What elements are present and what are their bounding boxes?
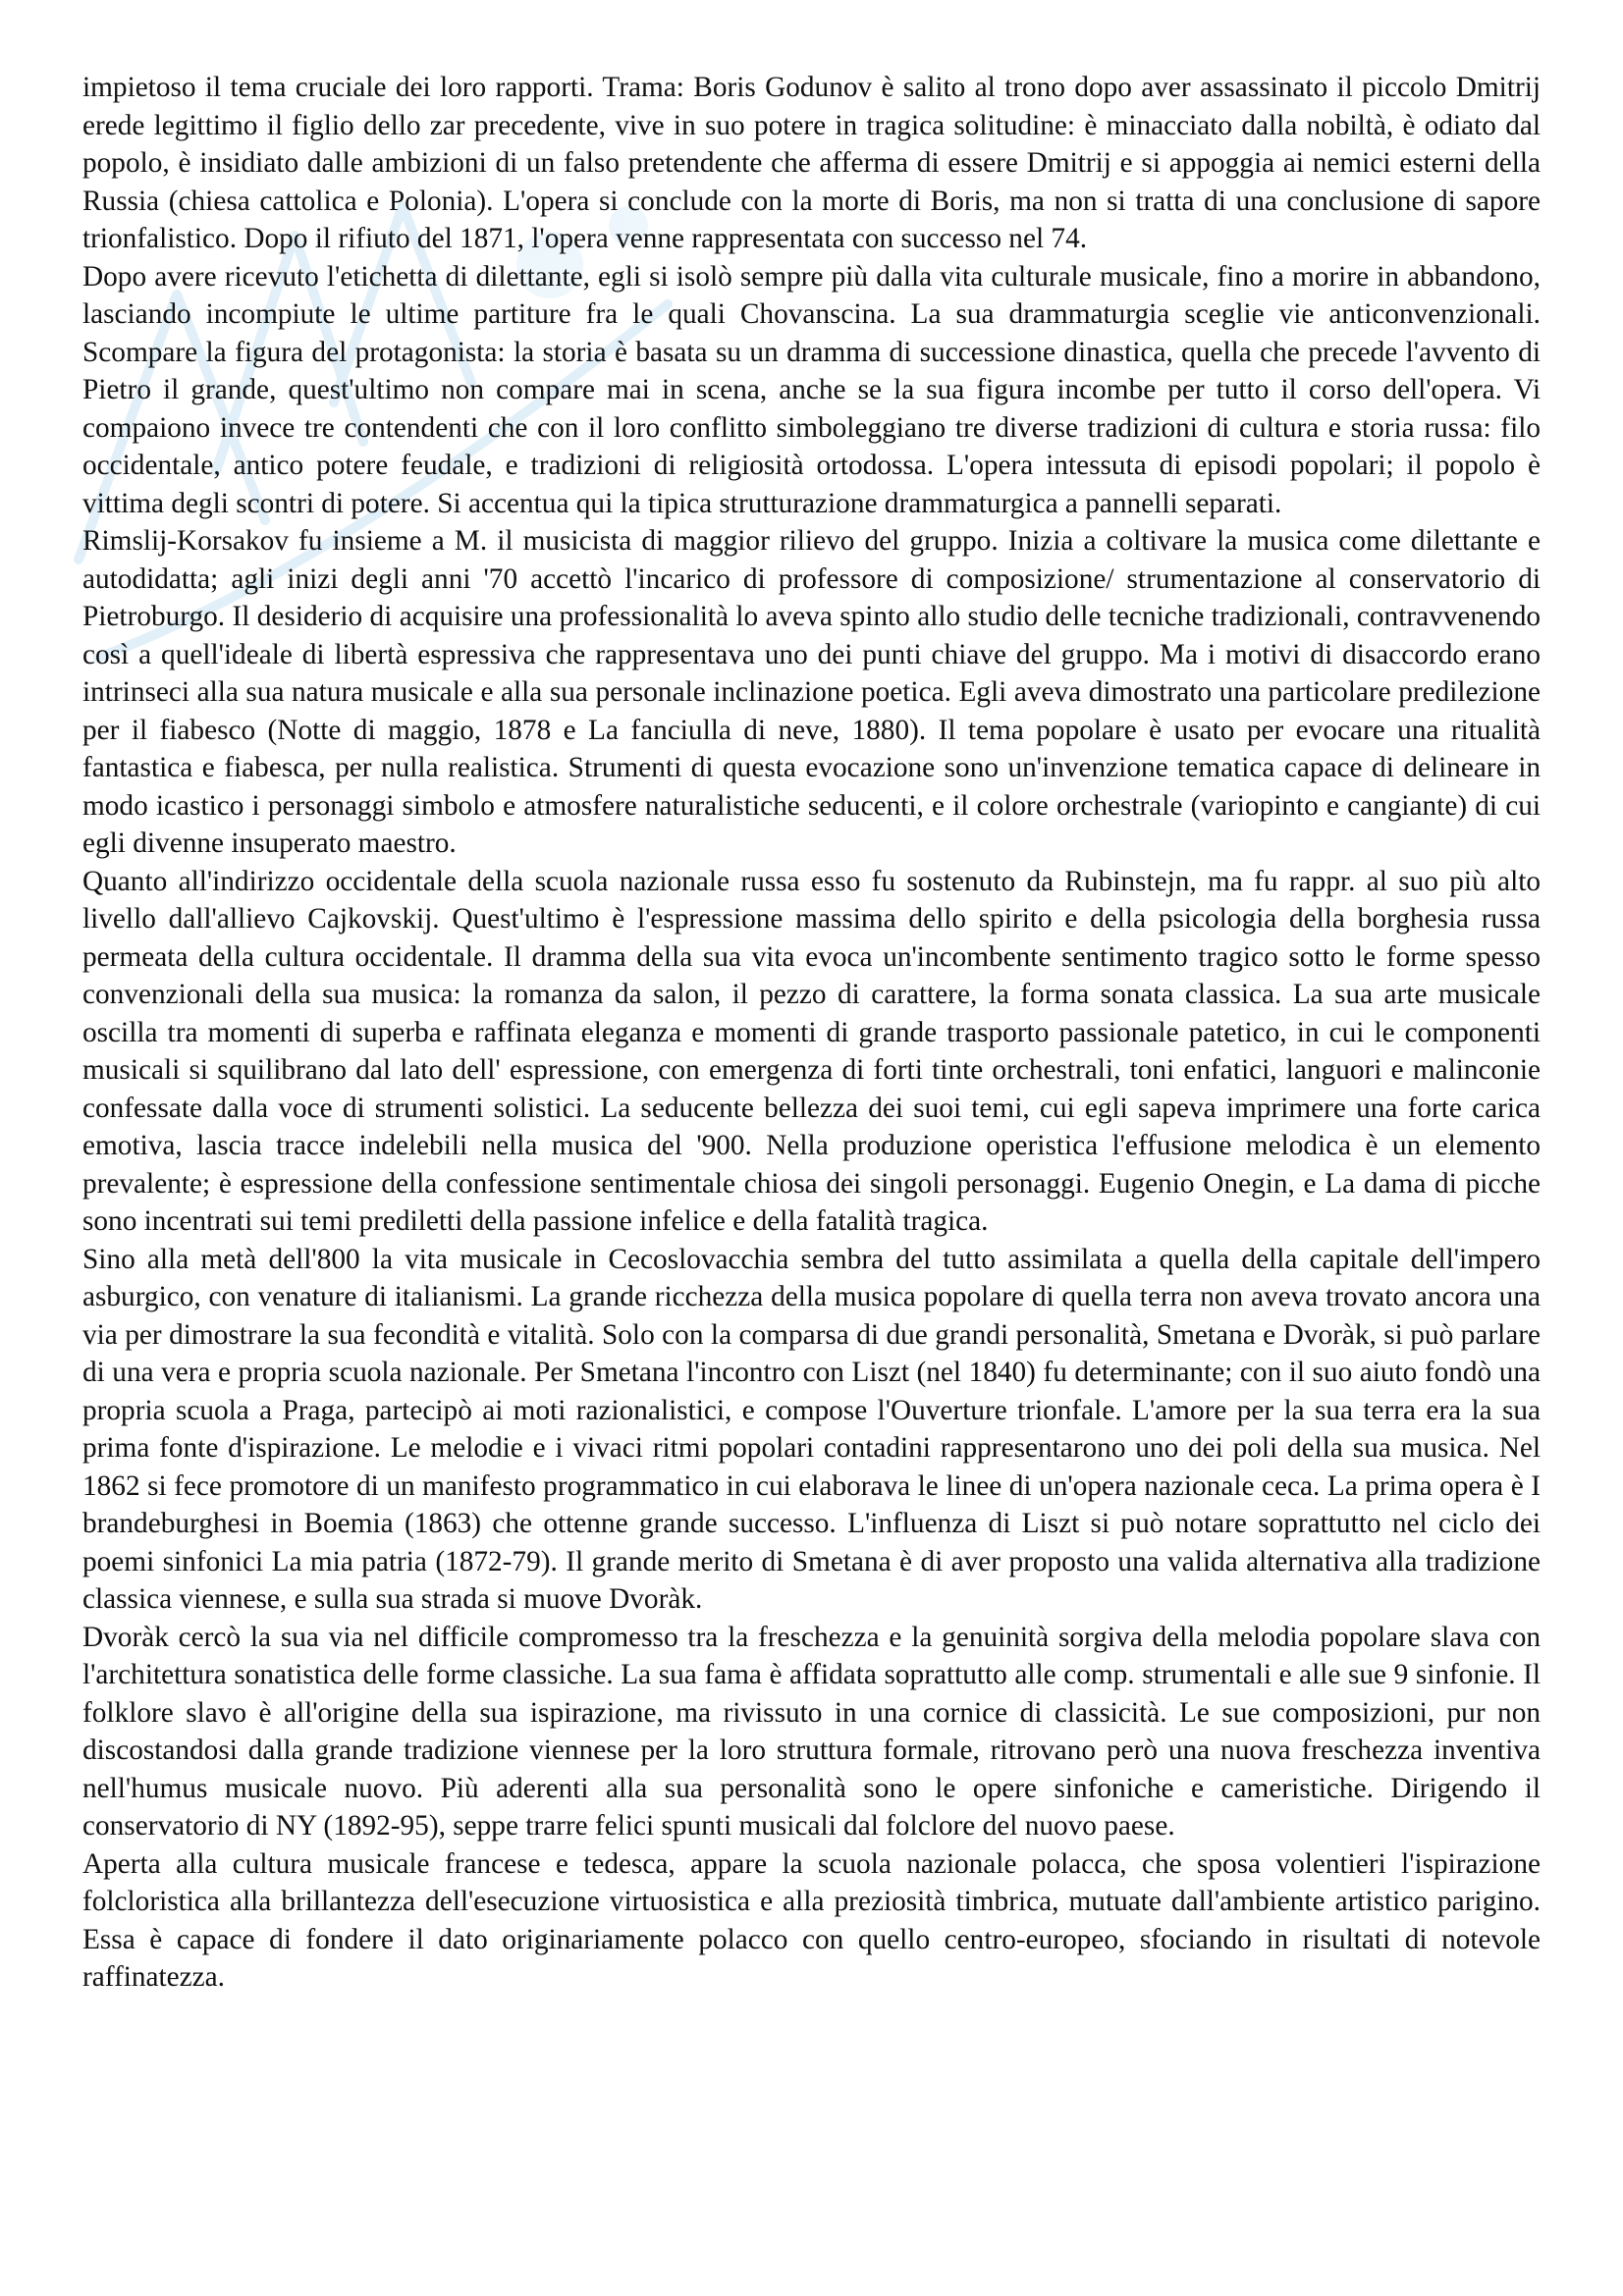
document-page — [82, 69, 1541, 1997]
paragraph-polish-school: Aperta alla cultura musicale francese e tedesca, appare la scuola nazionale polacca, che sposa volentieri l'ispirazione folcloristica alla brillantezza dell'esecuzione virtuosistica e alla preziosità timbrica, mutuate dall'ambiente artistico parigino. Essa è capace di fondere il dato originariamente polacco con quello centro-europeo, sfociando in risultati di notevole raffinatezza. — [82, 1847, 1541, 1993]
paragraph-boris-plot: impietoso il tema cruciale dei loro rapporti. Trama: Boris Godunov è salito al trono dopo aver assassinato il piccolo Dmitrij erede legittimo il figlio dello zar precedente, vive in suo potere in tragica solitudine: è minacciato dalla nobiltà, è odiato dal popolo, è insidiato dalle ambizioni di un falso pretendente che afferma di essere Dmitrij e si appoggia ai nemici esterni della Russia (chiesa cattolica e Polonia). L'opera si conclude con la morte di Boris, ma non si tratta di una conclusione di sapore trionfalistico. Dopo il rifiuto del 1871, l'opera venne rappresentata con successo nel 74. — [82, 72, 1541, 254]
paragraph-cajkovskij: Quanto all'indirizzo occidentale della scuola nazionale russa esso fu sostenuto da Rubinstejn, ma fu rappr. al suo più alto livello dall'allievo Cajkovskij. Quest'ultimo è l'espressione massima dello spirito e della psicologia della borghesia russa permeata della cultura occidentale. Il dramma della sua vita evoca un'incombente sentimento tragico sotto le forme spesso convenzionali della sua musica: la romanza da salon, il pezzo di carattere, la forma sonata classica. La sua arte musicale oscilla tra momenti di superba e raffinata eleganza e momenti di grande trasporto passionale patetico, in cui le componenti musicali si squilibrano dal lato dell' espressione, con emergenza di forti tinte orchestrali, toni enfatici, languori e malinconie confessate dalla voce di strumenti solistici. La seducente bellezza dei suoi temi, cui egli sapeva imprimere una forte carica emotiva, lascia tracce indelebili nella musica del '900. Nella produzione operistica l'effusione melodica è un elemento prevalente; è espressione della confessione sentimentale chiosa dei singoli personaggi. Eugenio Onegin, e La dama di picche sono incentrati sui temi prediletti della passione infelice e della fatalità tragica. — [82, 865, 1541, 1237]
paragraph-dvorak: Dvoràk cercò la sua via nel difficile compromesso tra la freschezza e la genuinità sorgiva della melodia popolare slava con l'architettura sonatistica delle forme classiche. La sua fama è affidata soprattutto alle comp. strumentali e alle sue 9 sinfonie. Il folklore slavo è all'origine della sua ispirazione, ma rivissuto in una cornice di classicità. Le sue composizioni, pur non discostandosi dalla grande tradizione viennese per la loro struttura formale, ritrovano però una nuova freschezza inventiva nell'humus musicale nuovo. Più aderenti alla sua personalità sono le opere sinfoniche e cameristiche. Dirigendo il conservatorio di NY (1892-95), seppe trarre felici spunti musicali dal folclore del nuovo paese. — [82, 1621, 1541, 1842]
paragraph-rimsky-korsakov: Rimslij-Korsakov fu insieme a M. il musicista di maggior rilievo del gruppo. Inizia a coltivare la musica come dilettante e autodidatta; agli inizi degli anni '70 accettò l'incarico di professore di composizione/ strumentazione al conservatorio di Pietroburgo. Il desiderio di acquisire una professionalità lo aveva spinto allo studio delle tecniche tradizionali, contravvenendo così a quell'ideale di libertà espressiva che rappresentava uno dei punti chiave del gruppo. Ma i motivi di disaccordo erano intrinseci alla sua natura musicale e alla sua personale inclinazione poetica. Egli aveva dimostrato una particolare predilezione per il fiabesco (Notte di maggio, 1878 e La fanciulla di neve, 1880). Il tema popolare è usato per evocare una ritualità fantastica e fiabesca, per nulla realistica. Strumenti di questa evocazione sono un'invenzione tematica capace di delineare in modo icastico i personaggi simbolo e atmosfere naturalistiche seducenti, e il colore orchestrale (variopinto e cangiante) di cui egli divenne insuperato maestro. — [82, 525, 1541, 859]
paragraph-smetana: Sino alla metà dell'800 la vita musicale in Cecoslovacchia sembra del tutto assimilata a quella della capitale dell'impero asburgico, con venature di italianismi. La grande ricchezza della musica popolare di quella terra non aveva trovato ancora una via per dimostrare la sua fecondità e vitalità. Solo con la comparsa di due grandi personalità, Smetana e Dvoràk, si può parlare di una vera e propria scuola nazionale. Per Smetana l'incontro con Liszt (nel 1840) fu determinante; con il suo aiuto fondò una propria scuola a Praga, partecipò ai moti razionalistici, e compose l'Ouverture trionfale. L'amore per la sua terra era la sua prima fonte d'ispirazione. Le melodie e i vivaci ritmi popolari contadini rappresentarono uno dei poli della sua musica. Nel 1862 si fece promotore di un manifesto programmatico in cui elaborava le linee di un'opera nazionale ceca. La prima opera è I brandeburghesi in Boemia (1863) che ottenne grande successo. L'influenza di Liszt si può notare soprattutto nel ciclo dei poemi sinfonici La mia patria (1872-79). Il grande merito di Smetana è di aver proposto una valida alternativa alla tradizione classica viennese, e sulla sua strada si muove Dvoràk. — [82, 1243, 1541, 1615]
paragraph-chovanscina: Dopo avere ricevuto l'etichetta di dilettante, egli si isolò sempre più dalla vita culturale musicale, fino a morire in abbandono, lasciando incompiute le ultime partiture fra le quali Chovanscina. La sua drammaturgia sceglie vie anticonvenzionali. Scompare la figura del protagonista: la storia è basata su un dramma di successione dinastica, quella che precede l'avvento di Pietro il grande, quest'ultimo non compare mai in scena, anche se la sua figura incombe per tutto il corso dell'opera. Vi compaiono invece tre contendenti che con il loro conflitto simboleggiano tre diverse tradizioni di cultura e storia russa: filo occidentale, antico potere feudale, e tradizioni di religiosità ortodossa. L'opera intessuta di episodi popolari; il popolo è vittima degli scontri di potere. Si accentua qui la tipica strutturazione drammaturgica a pannelli separati. — [82, 260, 1541, 519]
